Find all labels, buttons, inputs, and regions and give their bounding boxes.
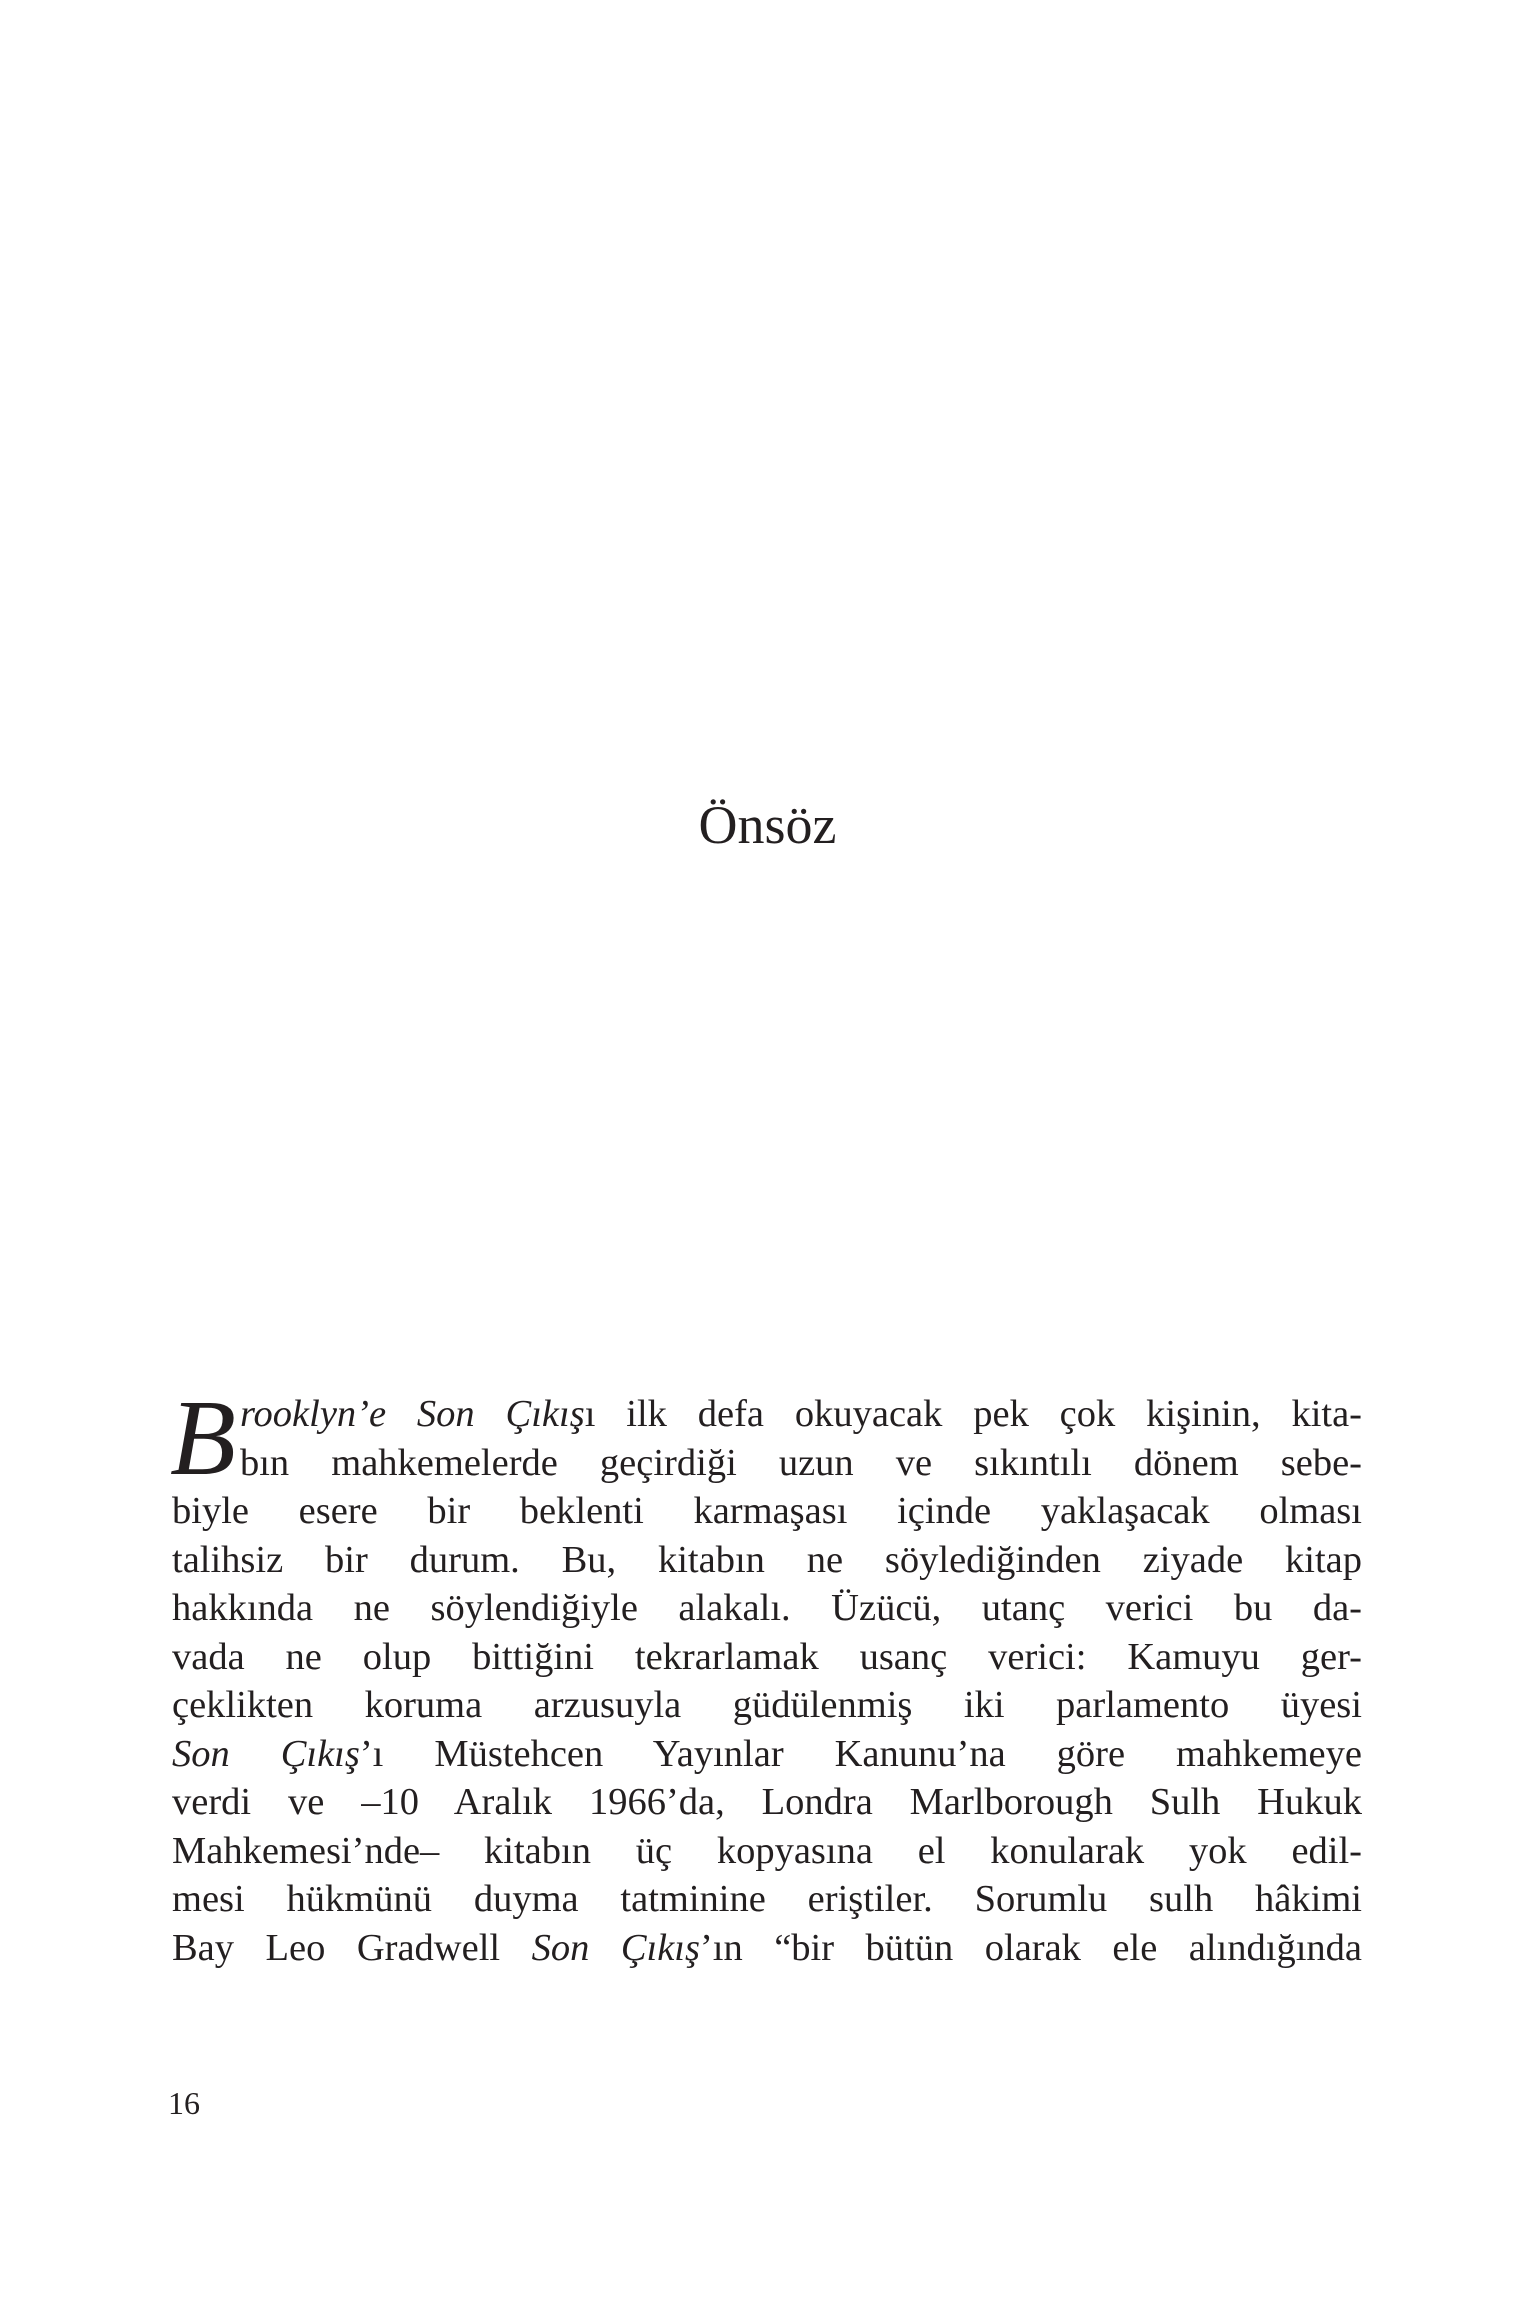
body-paragraph xyxy=(170,1379,1362,1972)
text-line-8-rest: ’ı Müstehcen Yayınlar Kanunu’na göre mahkemeye xyxy=(359,1732,1362,1775)
page-number: 16 xyxy=(168,2085,200,2121)
book-title-italic: rooklyn’e Son Çıkış xyxy=(239,1393,585,1435)
text-line-12 xyxy=(172,1924,1362,1973)
book-title-italic: Son Çıkış xyxy=(172,1732,360,1775)
text-line-7: çeklikten koruma arzusuyla güdülenmiş iki parlamento üyesi xyxy=(172,1684,1362,1726)
drop-cap: B xyxy=(170,1379,236,1498)
text-line-3: biyle esere bir beklenti karmaşası içinde yaklaşacak olması xyxy=(172,1490,1362,1532)
text-line-12-start: Bay Leo Gradwell xyxy=(172,1926,532,1969)
chapter-title: Önsöz xyxy=(698,795,837,855)
text-line-1-rest: ı ilk defa okuyacak pek çok kişinin, kita- xyxy=(584,1393,1362,1435)
text-line-5: hakkında ne söylendiğiyle alakalı. Üzücü, utanç verici bu da- xyxy=(172,1587,1362,1629)
text-line-1 xyxy=(172,1390,1362,1439)
text-line-9: verdi ve –10 Aralık 1966’da, Londra Marlborough Sulh Hukuk xyxy=(172,1781,1362,1823)
text-line-11: mesi hükmünü duyma tatminine eriştiler. Sorumlu sulh hâkimi xyxy=(172,1878,1362,1920)
book-title-italic: Son Çıkış xyxy=(531,1926,700,1969)
text-line-2: bın mahkemelerde geçirdiği uzun ve sıkıntılı dönem sebe- xyxy=(239,1441,1362,1484)
text-line-8 xyxy=(172,1730,1362,1779)
text-line-10: Mahkemesi’nde– kitabın üç kopyasına el konularak yok edil- xyxy=(172,1829,1362,1872)
text-line-6: vada ne olup bittiğini tekrarlamak usanç verici: Kamuyu ger- xyxy=(172,1635,1362,1678)
text-line-12-end: ’ın “bir bütün olarak ele alındığında xyxy=(699,1926,1362,1969)
text-line-4: talihsiz bir durum. Bu, kitabın ne söylediğinden ziyade kitap xyxy=(172,1538,1362,1581)
